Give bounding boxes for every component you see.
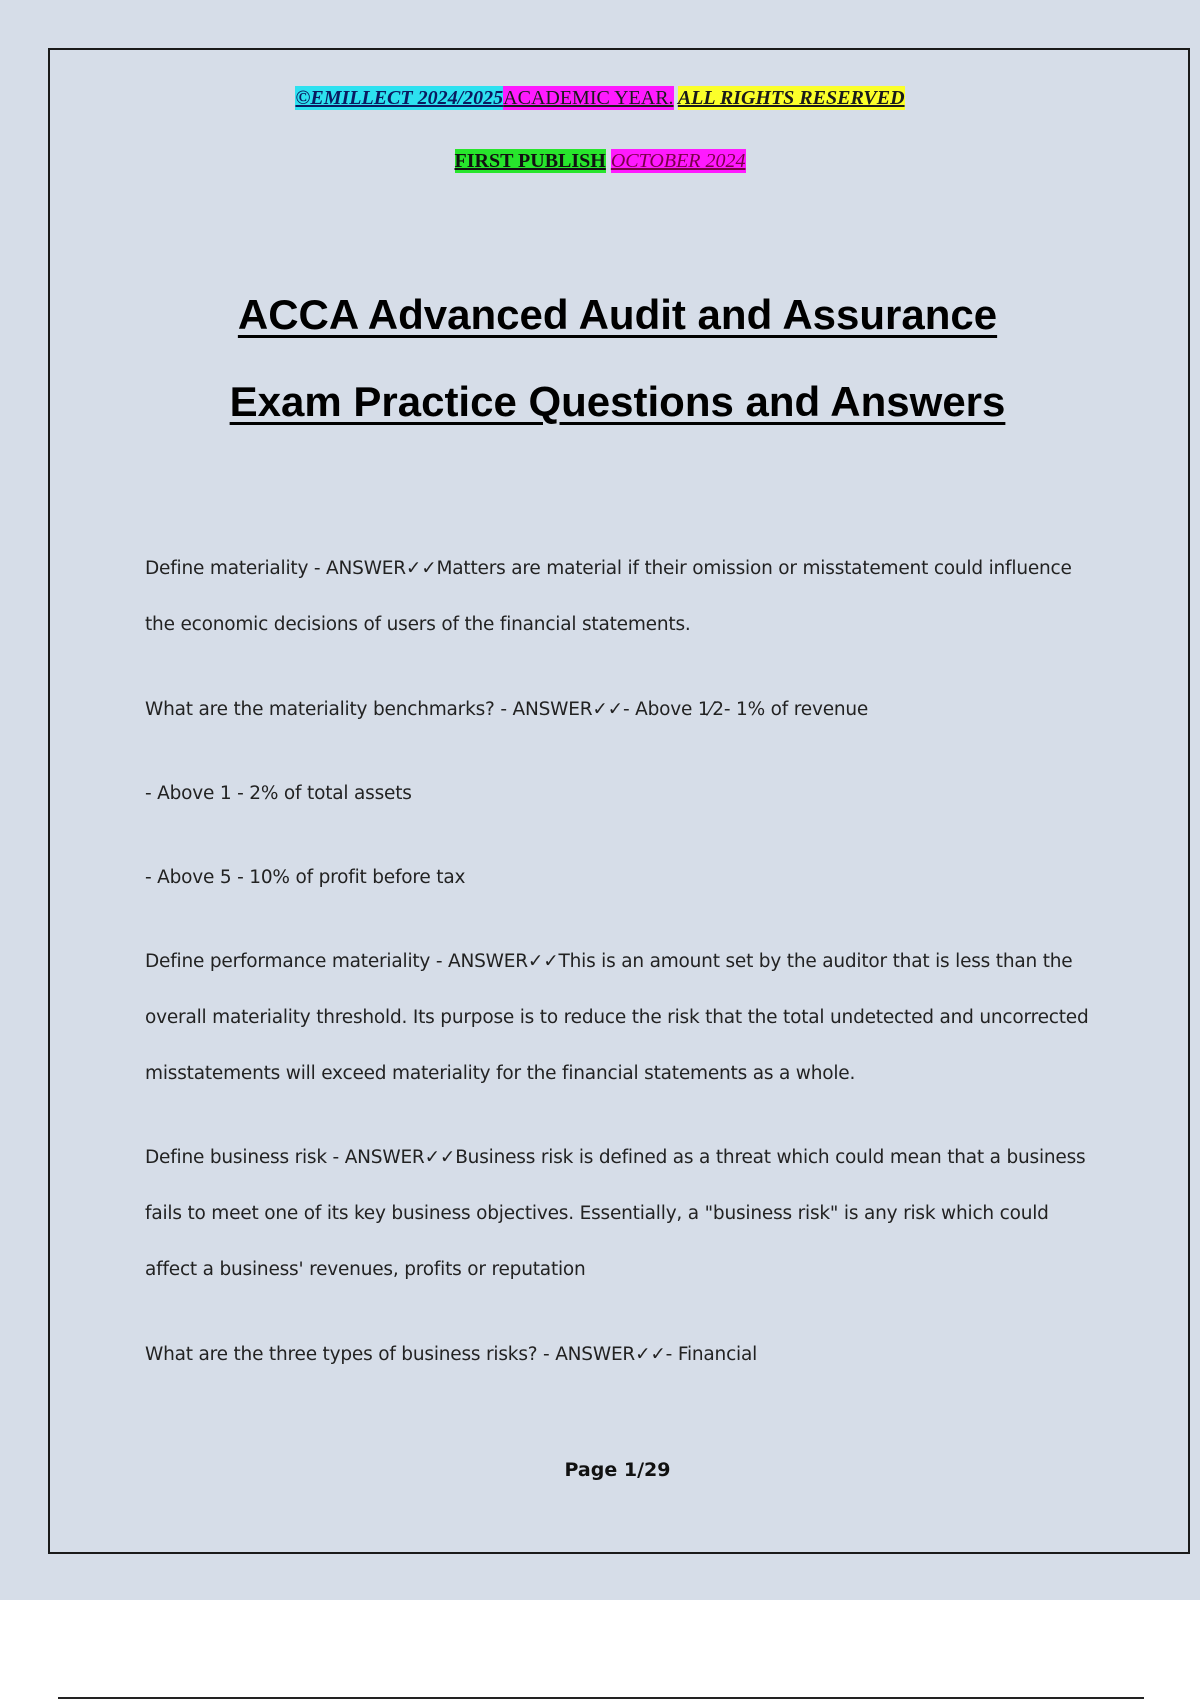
benchmark-total-assets: - Above 1 - 2% of total assets	[145, 783, 412, 804]
next-page-divider	[58, 1697, 1144, 1699]
academic-year-text: ACADEMIC YEAR.	[503, 87, 674, 109]
benchmark-profit-before-tax: - Above 5 - 10% of profit before tax	[145, 867, 466, 888]
page-number: Page 1/29	[564, 1459, 671, 1481]
qa-materiality-benchmarks: What are the materiality benchmarks? - ANSWER✓✓- Above 1⁄2- 1% of revenue	[145, 699, 869, 720]
copyright-header	[0, 85, 1200, 111]
first-publish-text: FIRST PUBLISH	[454, 150, 606, 172]
copyright-text: ©EMILLECT 2024/2025	[295, 87, 504, 109]
document-title-line1	[0, 289, 1200, 341]
title-line2-text: Exam Practice Questions and Answers	[229, 378, 1006, 425]
qa-materiality: Define materiality - ANSWER✓✓Matters are material if their omission or misstatement could influence the economic decisions of users of the financial statements.	[145, 558, 1072, 635]
qa-performance-materiality: Define performance materiality - ANSWER✓✓This is an amount set by the auditor that is less than the overall materiality threshold. Its purpose is to reduce the risk that the total undetected and uncorrected misstatements will exceed materiality for the financial statements as a whole.	[145, 951, 1089, 1084]
publish-header	[0, 148, 1200, 174]
title-line1-text: ACCA Advanced Audit and Assurance	[237, 291, 998, 338]
document-title-line2	[0, 376, 1200, 428]
qa-business-risk: Define business risk - ANSWER✓✓Business risk is defined as a threat which could mean that a business fails to meet one of its key business objectives. Essentially, a "business risk" is any risk which could affect a business' revenues, profits or reputation	[145, 1147, 1086, 1280]
rights-text: ALL RIGHTS RESERVED	[677, 87, 905, 109]
publish-date-text: OCTOBER 2024	[610, 150, 746, 172]
qa-business-risk-types: What are the three types of business risks? - ANSWER✓✓- Financial	[145, 1344, 758, 1365]
